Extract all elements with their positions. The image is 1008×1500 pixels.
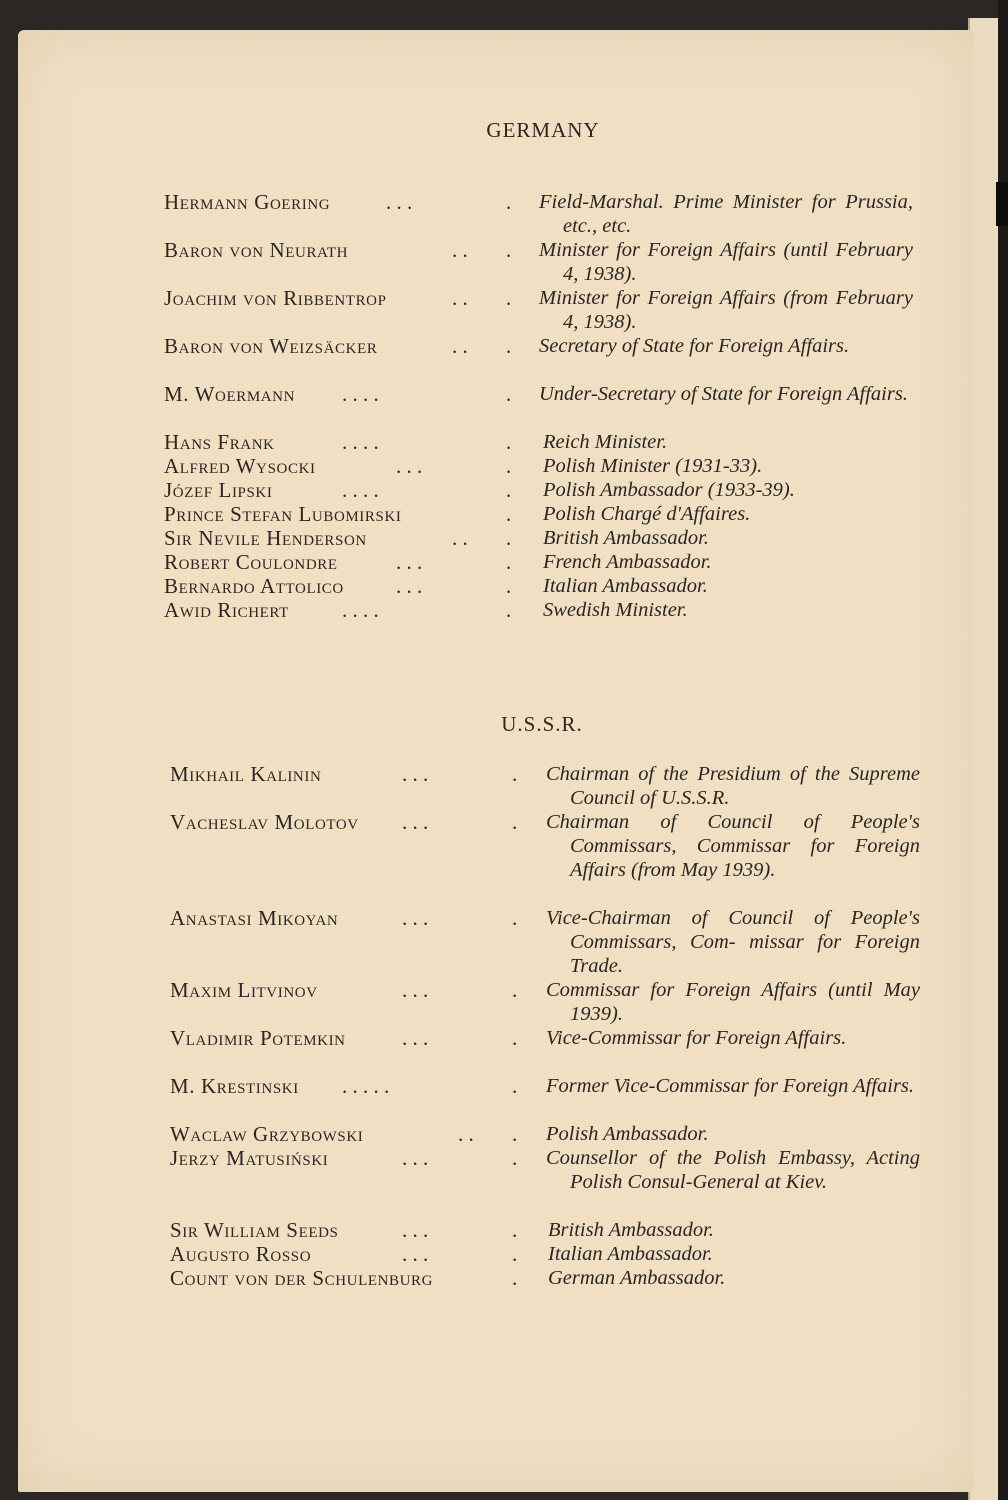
- person-name: Mikhail Kalinin: [170, 762, 322, 786]
- separator-dot: .: [506, 334, 512, 358]
- dot-leader: . . . .: [342, 430, 379, 454]
- dot-leader: . . . . .: [342, 1074, 390, 1098]
- section-heading-ussr: U.S.S.R.: [501, 712, 583, 736]
- position-description: Minister for Foreign Affairs (until February 4, 1938).: [539, 239, 913, 285]
- person-name: Vacheslav Molotov: [170, 810, 359, 834]
- person-name: Joachim von Ribbentrop: [164, 286, 387, 310]
- dot-leader: . .: [452, 238, 468, 262]
- position-description: Chairman of the Presidium of the Supreme Council of U.S.S.R.: [546, 763, 920, 809]
- position-description: Former Vice-Commissar for Foreign Affairs.: [546, 1075, 915, 1097]
- dot-leader: . . .: [402, 906, 429, 930]
- dot-leader: . . .: [402, 810, 429, 834]
- person-name: M. Krestinski: [170, 1074, 299, 1098]
- separator-dot: .: [506, 454, 512, 478]
- separator-dot: .: [506, 286, 512, 310]
- dot-leader: . . .: [396, 574, 423, 598]
- separator-dot: .: [512, 906, 518, 930]
- position-description: Reich Minister.: [543, 431, 668, 453]
- position-description: Commissar for Foreign Affairs (until May 1939).: [546, 979, 920, 1025]
- position-description: Counsellor of the Polish Embassy, Acting Polish Consul-General at Kiev.: [546, 1147, 920, 1193]
- position-description: Chairman of Council of People's Commissars, Commissar for Foreign Affairs (from May 1939).: [546, 811, 920, 881]
- position-description: Polish Ambassador.: [546, 1123, 709, 1145]
- position-description: British Ambassador.: [548, 1219, 714, 1241]
- separator-dot: .: [512, 1146, 518, 1170]
- person-name: Maxim Litvinov: [170, 978, 318, 1002]
- person-name: Count von der Schulenburg: [170, 1266, 434, 1290]
- position-description: Polish Ambassador (1933-39).: [543, 479, 795, 501]
- dot-leader: . . .: [386, 190, 413, 214]
- separator-dot: .: [506, 526, 512, 550]
- position-description: French Ambassador.: [543, 551, 712, 573]
- separator-dot: .: [512, 810, 518, 834]
- separator-dot: .: [506, 238, 512, 262]
- person-name: Baron von Weizsäcker: [164, 334, 378, 358]
- person-name: Prince Stefan Lubomirski: [164, 502, 402, 526]
- separator-dot: .: [506, 550, 512, 574]
- position-description: Field-Marshal. Prime Minister for Prussia, etc., etc.: [539, 191, 913, 237]
- dot-leader: . .: [452, 334, 468, 358]
- section-heading-germany: GERMANY: [486, 118, 600, 142]
- separator-dot: .: [512, 1122, 518, 1146]
- position-description: Italian Ambassador.: [543, 575, 708, 597]
- dot-leader: . . .: [396, 454, 423, 478]
- person-name: Sir Nevile Henderson: [164, 526, 367, 550]
- dot-leader: . . . .: [342, 478, 379, 502]
- dot-leader: . . .: [402, 978, 429, 1002]
- separator-dot: .: [512, 1266, 518, 1290]
- position-description: Polish Minister (1931-33).: [543, 455, 763, 477]
- person-name: Vladimir Potemkin: [170, 1026, 346, 1050]
- dot-leader: . .: [452, 286, 468, 310]
- document-page: [18, 30, 973, 1492]
- person-name: Anastasi Mikoyan: [170, 906, 339, 930]
- position-description: Secretary of State for Foreign Affairs.: [539, 335, 850, 357]
- person-name: Waclaw Grzybowski: [170, 1122, 364, 1146]
- dot-leader: . . .: [402, 1218, 429, 1242]
- separator-dot: .: [512, 762, 518, 786]
- position-description: Italian Ambassador.: [548, 1243, 713, 1265]
- page-tab-marker: [996, 182, 1008, 226]
- person-name: Alfred Wysocki: [164, 454, 316, 478]
- person-name: Hans Frank: [164, 430, 275, 454]
- dot-leader: . . .: [402, 1242, 429, 1266]
- dot-leader: . . .: [396, 550, 423, 574]
- dot-leader: . .: [452, 526, 468, 550]
- separator-dot: .: [506, 430, 512, 454]
- position-description: Polish Chargé d'Affaires.: [543, 503, 751, 525]
- position-description: Vice-Commissar for Foreign Affairs.: [546, 1027, 847, 1049]
- dot-leader: . . . .: [342, 382, 379, 406]
- separator-dot: .: [512, 1026, 518, 1050]
- separator-dot: .: [506, 598, 512, 622]
- person-name: Hermann Goering: [164, 190, 331, 214]
- position-description: British Ambassador.: [543, 527, 709, 549]
- person-name: Baron von Neurath: [164, 238, 349, 262]
- separator-dot: .: [506, 502, 512, 526]
- separator-dot: .: [512, 1074, 518, 1098]
- separator-dot: .: [512, 1242, 518, 1266]
- dot-leader: . . .: [402, 1146, 429, 1170]
- position-description: Minister for Foreign Affairs (from February 4, 1938).: [539, 287, 913, 333]
- separator-dot: .: [512, 978, 518, 1002]
- position-description: German Ambassador.: [548, 1267, 726, 1289]
- person-name: Jerzy Matusiński: [170, 1146, 329, 1170]
- dot-leader: . . .: [402, 762, 429, 786]
- person-name: M. Woermann: [164, 382, 296, 406]
- position-description: Vice-Chairman of Council of People's Commissars, Com- missar for Foreign Trade.: [546, 907, 920, 977]
- separator-dot: .: [506, 478, 512, 502]
- dot-leader: . . .: [402, 1026, 429, 1050]
- person-name: Bernardo Attolico: [164, 574, 344, 598]
- separator-dot: .: [506, 382, 512, 406]
- separator-dot: .: [512, 1218, 518, 1242]
- person-name: Robert Coulondre: [164, 550, 338, 574]
- separator-dot: .: [506, 190, 512, 214]
- position-description: Swedish Minister.: [543, 599, 688, 621]
- person-name: Sir William Seeds: [170, 1218, 339, 1242]
- dot-leader: . .: [458, 1122, 474, 1146]
- dot-leader: . . . .: [342, 598, 379, 622]
- separator-dot: .: [506, 574, 512, 598]
- person-name: Józef Lipski: [164, 478, 273, 502]
- person-name: Awid Richert: [164, 598, 289, 622]
- person-name: Augusto Rosso: [170, 1242, 312, 1266]
- position-description: Under-Secretary of State for Foreign Affairs.: [539, 383, 908, 405]
